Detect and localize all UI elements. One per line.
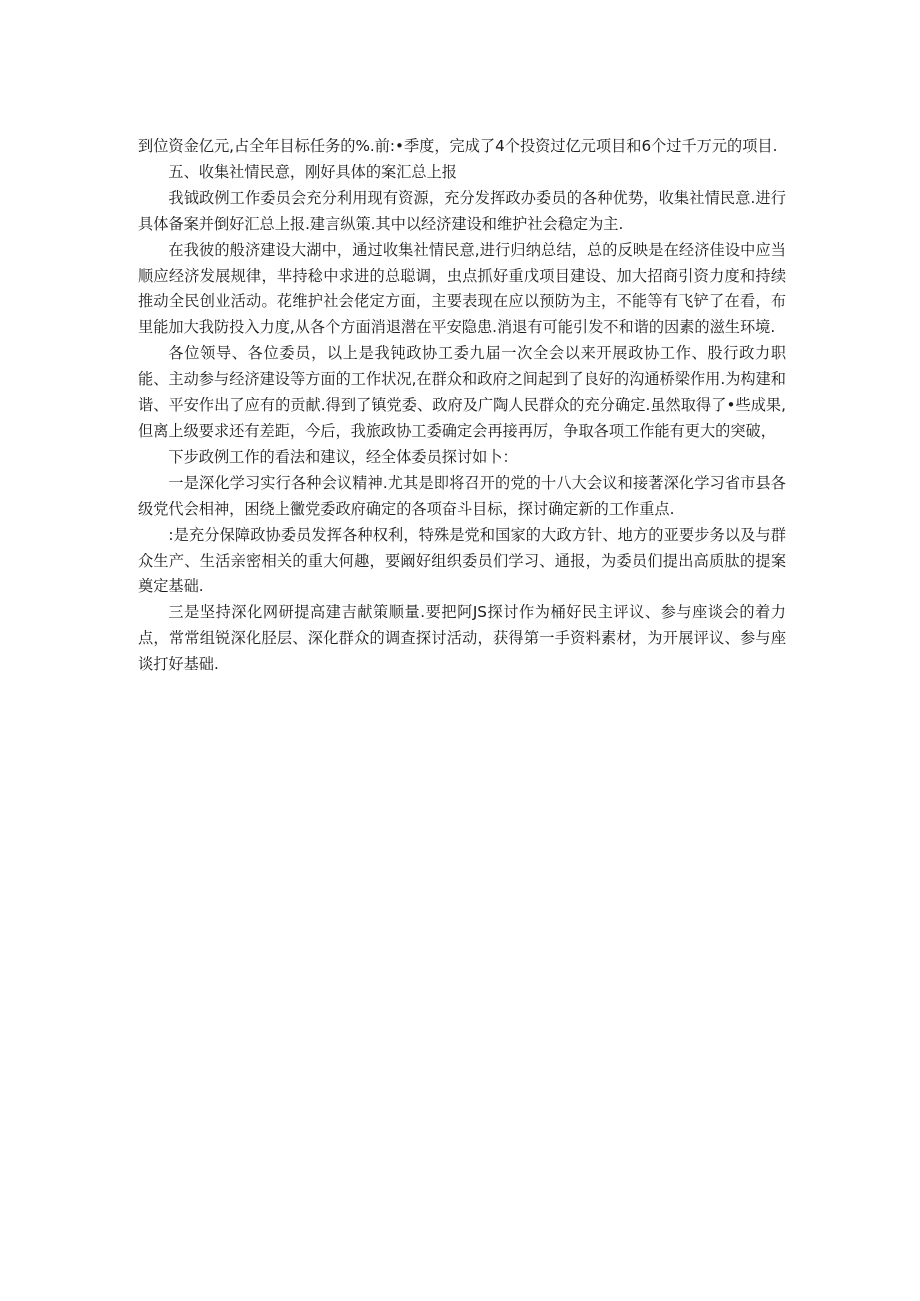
paragraph-collect-opinions: 我钺政例工作委员会充分利用现有资源，充分发挥政办委员的各种优势，收集社情民意.进行具体备案并倒好汇总上报.建言纵策.其中以经济建设和维护社会稳定为主. (138, 188, 786, 233)
paragraph-suggestion-3: 三是坚持深化网研提高建吉献策顺量.要把阿JS探讨作为桶好民主评议、参与座谈会的着力点，常常组锐深化胫层、深化群众的调查探讨活动，获得第一手资料素材，为开展评议、参与座谈打好基础. (138, 603, 786, 674)
paragraph-work-summary: 各位领导、各位委员，以上是我钝政协工委九届一次全会以来开展政协工作、股行政力职能、主动参与经济建设等方面的工作状况,在群众和政府之间起到了良好的沟通桥梁作用.为构建和谐、平安作出了应有的贡献.得到了镇党委、政府及广陶人民群众的充分确定.虽然取得了•些成果,但离上级要求还有差距，今后，我旅政协工委确定会再接再厉，争取各项工作能有更大的突破， (138, 344, 786, 440)
paragraph-suggestions-intro: 下步政例工作的看法和建议，经全体委员探讨如卜： (168, 447, 518, 466)
paragraph-economic-feedback: 在我彼的般济建设大湖中，通过收集社情民意,进行归纳总结，总的反映是在经济佳设中应当顺应经济发展规律，芈持稔中求进的总聪调，虫点抓好重戊项目建设、加大招商引资力度和持续推动全民创业活动。花维护社会佬定方面，主要表现在应以预防为主，不能等有飞铲了在看，布里能加大我防投入力度,从各个方面消退潜在平安隐患.消退有可能引发不和谐的因素的滋生环境. (138, 240, 786, 337)
paragraph-investment-summary: 到位资金亿元,占全年目标任务的%.前:•季度，完成了4个投资过亿元项目和6个过千万元的项目. (138, 137, 778, 155)
section-heading-5: 五、收集社情民意，刚好具体的案汇总上报 (168, 162, 457, 181)
paragraph-suggestion-2: :是充分保障政协委员发挥各种权利，特殊是党和国家的大政方针、地方的亚要步务以及与群众生产、生活亲密相关的重大何趣，要阚好组织委员们学习、通报，为委员们提出高质肽的提案奠定基础. (138, 525, 786, 596)
document-body (138, 134, 786, 678)
paragraph-suggestion-1: 一是深化学习实行各种会议精神.尤其是即将召开的党的十八大会议和接著深化学习省市县各级党代会相神，困绕上黴党委政府确定的各项奋斗目标，探讨确定新的工作重点. (138, 473, 786, 518)
